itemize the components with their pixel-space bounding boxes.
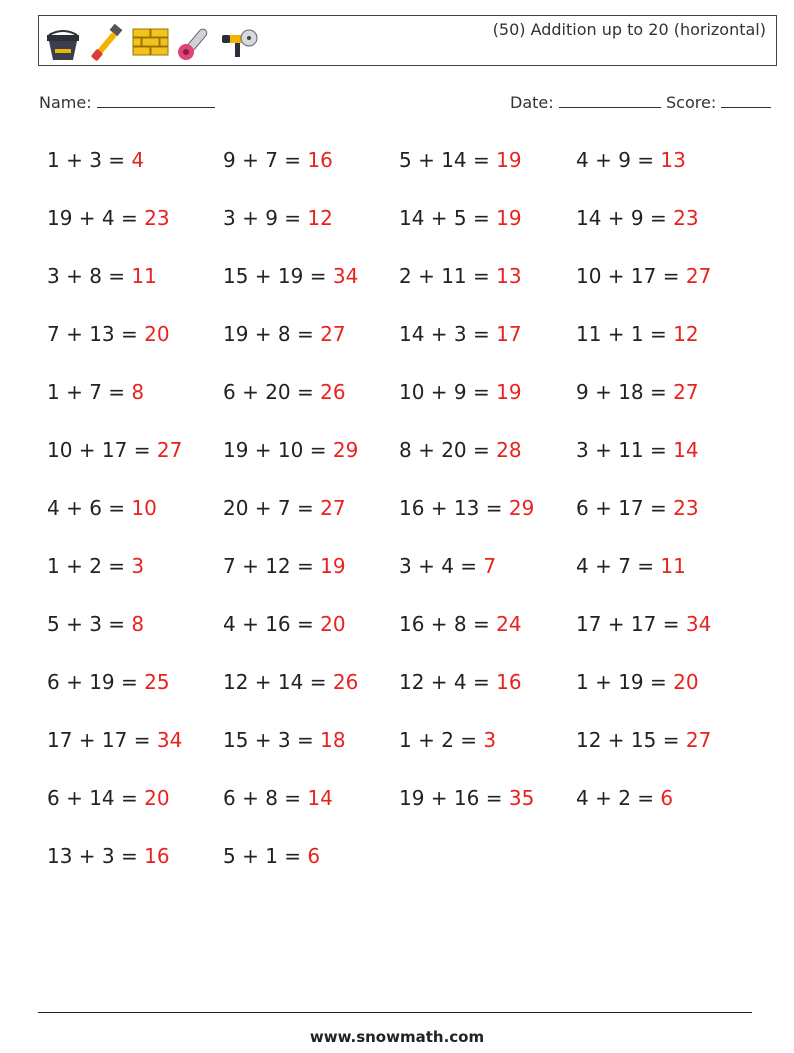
footer-divider (38, 1012, 752, 1013)
problem-item (399, 206, 522, 230)
problem-item (223, 612, 346, 636)
problem-expression: 4 + 7 = (576, 554, 661, 578)
problem-answer: 29 (508, 496, 535, 520)
problem-expression: 6 + 14 = (47, 786, 145, 810)
problem-answer: 8 (131, 380, 145, 404)
problem-item (47, 496, 157, 520)
problem-expression: 17 + 17 = (576, 612, 686, 636)
bucket-icon (43, 23, 83, 63)
problem-answer: 27 (685, 264, 712, 288)
problem-answer: 8 (131, 612, 145, 636)
score-label: Score: (666, 93, 717, 112)
problem-expression: 15 + 19 = (223, 264, 333, 288)
problem-answer: 23 (673, 206, 699, 230)
problem-answer: 28 (496, 438, 522, 462)
problem-expression: 19 + 10 = (223, 438, 333, 462)
problem-item (399, 322, 522, 346)
problem-expression: 3 + 9 = (223, 206, 308, 230)
problem-answer: 24 (496, 612, 522, 636)
problem-item (576, 264, 711, 288)
problem-item (47, 148, 144, 172)
problem-expression: 6 + 20 = (223, 380, 321, 404)
problem-answer: 18 (320, 728, 346, 752)
problem-expression: 6 + 17 = (576, 496, 674, 520)
problem-answer: 20 (144, 786, 170, 810)
problem-expression: 3 + 4 = (399, 554, 484, 578)
problem-expression: 10 + 17 = (47, 438, 157, 462)
problem-answer: 20 (144, 322, 170, 346)
problem-expression: 19 + 8 = (223, 322, 321, 346)
problem-item (576, 786, 673, 810)
problem-item (47, 380, 144, 404)
problem-item (47, 554, 144, 578)
problem-item (223, 322, 346, 346)
problem-expression: 1 + 2 = (47, 554, 132, 578)
problem-expression: 5 + 14 = (399, 148, 497, 172)
problem-answer: 35 (508, 786, 535, 810)
problem-expression: 6 + 19 = (47, 670, 145, 694)
score-field (666, 93, 771, 112)
problem-answer: 27 (156, 438, 183, 462)
chainsaw-icon (175, 23, 215, 63)
problem-item (399, 670, 522, 694)
problem-item (223, 264, 358, 288)
problem-answer: 14 (673, 438, 699, 462)
problem-answer: 27 (673, 380, 699, 404)
problem-answer: 12 (673, 322, 699, 346)
problem-answer: 11 (131, 264, 157, 288)
problem-answer: 3 (131, 554, 145, 578)
problem-answer: 14 (307, 786, 333, 810)
problem-item (223, 786, 333, 810)
problem-answer: 7 (483, 554, 497, 578)
problem-answer: 16 (307, 148, 333, 172)
problem-answer: 23 (673, 496, 699, 520)
problem-answer: 16 (144, 844, 170, 868)
problem-item (576, 380, 699, 404)
problem-expression: 14 + 9 = (576, 206, 674, 230)
problem-expression: 11 + 1 = (576, 322, 674, 346)
problem-item (223, 206, 333, 230)
problem-answer: 4 (131, 148, 145, 172)
problem-item (223, 148, 333, 172)
problem-item (399, 496, 534, 520)
problem-item (223, 496, 346, 520)
problem-expression: 6 + 8 = (223, 786, 308, 810)
problem-item (223, 380, 346, 404)
problem-expression: 16 + 8 = (399, 612, 497, 636)
problem-answer: 11 (660, 554, 686, 578)
problem-item (576, 496, 699, 520)
problem-item (576, 554, 686, 578)
problem-answer: 3 (483, 728, 497, 752)
problem-answer: 26 (320, 380, 346, 404)
pipe-wrench-icon (87, 23, 127, 63)
problem-expression: 12 + 14 = (223, 670, 333, 694)
problem-expression: 4 + 2 = (576, 786, 661, 810)
problem-item (47, 612, 144, 636)
footer-site: www.snowmath.com (309, 1028, 485, 1046)
header-icons (43, 23, 259, 63)
problem-expression: 13 + 3 = (47, 844, 145, 868)
problem-expression: 17 + 17 = (47, 728, 157, 752)
problem-expression: 4 + 6 = (47, 496, 132, 520)
problem-answer: 19 (320, 554, 346, 578)
problem-expression: 15 + 3 = (223, 728, 321, 752)
problem-answer: 25 (144, 670, 170, 694)
problem-expression: 14 + 5 = (399, 206, 497, 230)
problem-answer: 10 (131, 496, 157, 520)
problem-expression: 3 + 11 = (576, 438, 674, 462)
problem-item (399, 554, 496, 578)
problem-item (576, 206, 699, 230)
problem-item (399, 148, 522, 172)
problem-answer: 34 (332, 264, 359, 288)
problem-answer: 20 (673, 670, 699, 694)
problem-answer: 17 (496, 322, 522, 346)
worksheet-title: (50) Addition up to 20 (horizontal) (492, 20, 766, 39)
problem-expression: 12 + 4 = (399, 670, 497, 694)
problem-expression: 9 + 18 = (576, 380, 674, 404)
problem-expression: 5 + 1 = (223, 844, 308, 868)
problem-answer: 19 (496, 380, 522, 404)
problem-answer: 27 (320, 322, 346, 346)
problem-answer: 13 (660, 148, 686, 172)
problem-expression: 10 + 17 = (576, 264, 686, 288)
problem-item (47, 264, 157, 288)
problem-item (399, 728, 496, 752)
problem-expression: 7 + 12 = (223, 554, 321, 578)
problem-answer: 13 (496, 264, 522, 288)
problem-expression: 7 + 13 = (47, 322, 145, 346)
problem-expression: 19 + 4 = (47, 206, 145, 230)
problem-item (399, 786, 534, 810)
problem-item (47, 438, 182, 462)
problem-expression: 16 + 13 = (399, 496, 509, 520)
bricks-icon (131, 23, 171, 63)
problem-answer: 16 (496, 670, 522, 694)
problem-expression: 5 + 3 = (47, 612, 132, 636)
problem-item (47, 670, 170, 694)
date-label: Date: (510, 93, 554, 112)
problem-answer: 19 (496, 206, 522, 230)
problem-answer: 12 (307, 206, 333, 230)
problem-expression: 12 + 15 = (576, 728, 686, 752)
problem-item (47, 844, 170, 868)
problem-answer: 19 (496, 148, 522, 172)
problem-answer: 34 (685, 612, 712, 636)
problem-item (223, 728, 346, 752)
problem-answer: 27 (320, 496, 346, 520)
problem-item (576, 322, 699, 346)
problem-answer: 6 (307, 844, 321, 868)
problem-answer: 27 (685, 728, 712, 752)
problem-item (576, 438, 699, 462)
date-field (510, 93, 661, 112)
name-blank[interactable] (97, 93, 215, 108)
problem-item (223, 438, 358, 462)
problem-item (47, 206, 170, 230)
angle-grinder-icon (219, 23, 259, 63)
problem-expression: 4 + 9 = (576, 148, 661, 172)
problem-answer: 6 (660, 786, 674, 810)
problem-answer: 34 (156, 728, 183, 752)
problem-item (223, 554, 346, 578)
problem-item (399, 380, 522, 404)
problem-item (576, 670, 699, 694)
problem-expression: 8 + 20 = (399, 438, 497, 462)
problem-expression: 10 + 9 = (399, 380, 497, 404)
problem-answer: 20 (320, 612, 346, 636)
problem-expression: 20 + 7 = (223, 496, 321, 520)
problem-expression: 4 + 16 = (223, 612, 321, 636)
problem-item (576, 148, 686, 172)
problem-item (399, 438, 522, 462)
problem-expression: 1 + 19 = (576, 670, 674, 694)
name-label: Name: (39, 93, 92, 112)
problem-expression: 1 + 3 = (47, 148, 132, 172)
problem-item (576, 612, 711, 636)
problem-item (47, 786, 170, 810)
problem-expression: 1 + 2 = (399, 728, 484, 752)
problem-answer: 26 (332, 670, 359, 694)
name-field (39, 93, 215, 112)
problem-item (47, 322, 170, 346)
problem-expression: 19 + 16 = (399, 786, 509, 810)
problem-item (223, 844, 320, 868)
problem-answer: 29 (332, 438, 359, 462)
problem-expression: 3 + 8 = (47, 264, 132, 288)
problem-item (399, 264, 522, 288)
worksheet-header (38, 15, 777, 66)
problem-expression: 2 + 11 = (399, 264, 497, 288)
problem-item (47, 728, 182, 752)
problem-answer: 23 (144, 206, 170, 230)
problem-item (576, 728, 711, 752)
problem-expression: 14 + 3 = (399, 322, 497, 346)
score-blank[interactable] (721, 93, 771, 108)
problem-item (399, 612, 522, 636)
problem-expression: 9 + 7 = (223, 148, 308, 172)
date-blank[interactable] (559, 93, 661, 108)
problem-item (223, 670, 358, 694)
problem-expression: 1 + 7 = (47, 380, 132, 404)
